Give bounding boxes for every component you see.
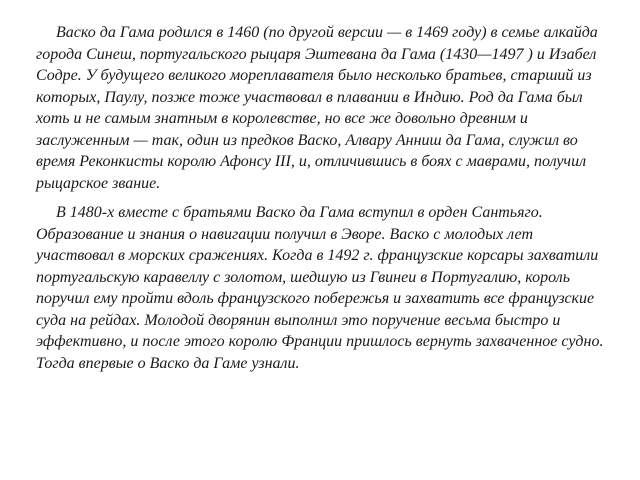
paragraph-biography-origin: Васко да Гама родился в 1460 (по другой версии — в 1469 году) в семье алкайда города Синеш, португальского рыцаря Эштевана да Гама (1430—1497 ) и Изабел Содре. У будущего великого мореплавателя было несколько братьев, старший из которых, Паулу, позже тоже участвовал в плавании в Индию. Род да Гама был хоть и не самым знатным в королевстве, но все же довольно древним и заслуженным — так, один из предков Васко, Алвару Анниш да Гама, служил во время Реконкисты королю Афонсу III, и, отличившись в боях с маврами, получил рыцарское звание. (36, 24, 598, 192)
paragraph-biography-early-career: В 1480-х вместе с братьями Васко да Гама вступил в орден Сантьяго. Образование и знания о навигации получил в Эворе. Васко с молодых лет участвовал в морских сражениях. Когда в 1492 г. французские корсары захватили португальскую каравеллу с золотом, шедшую из Гвинеи в Португалию, король поручил ему пройти вдоль французского побережья и захватить все французские суда на рейдах. Молодой дворянин выполнил это поручение весьма быстро и эффективно, и после этого королю Франции пришлось вернуть захваченное судно. Тогда впервые о Васко да Гаме узнали. (36, 204, 604, 372)
document-page (36, 22, 608, 374)
